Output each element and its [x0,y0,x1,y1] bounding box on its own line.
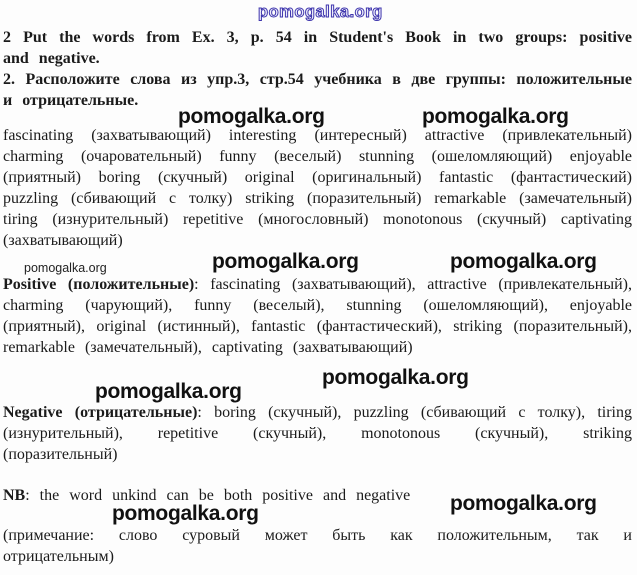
watermark-row1-right: pomogalka.org [422,105,569,128]
watermark-bottom-left: pomogalka.org [112,502,259,525]
positive-group-items: : fascinating (захватывающий), attractive (привлекательный), charming (чарующий), funny (веселый), stunning (ошеломляющий), enjoyable (приятный), original (истинный), fantastic (фантастический), striking (поразительный), remarkable (замечательный), captivating (захватывающий) [3,276,633,356]
watermark-row2-right: pomogalka.org [450,250,597,273]
watermark-bottom-right: pomogalka.org [450,492,597,515]
negative-group-paragraph [3,402,632,465]
watermark-row1-left: pomogalka.org [178,105,325,128]
negative-group-items: : boring (скучный), puzzling (сбивающий с толку), tiring (изнурительный), repetitive (скучный), monotonous (скучный), striking (поразительный) [3,404,632,463]
note-ru-paragraph: (примечание: слово суровый может быть как положительным, так и отрицательным) [3,527,632,565]
watermark-row2-center: pomogalka.org [212,250,359,273]
watermark-top-outline: pomogalka.org [258,3,383,21]
negative-group-label: Negative (отрицательные) [3,404,198,421]
watermark-row3-lower-left: pomogalka.org [95,380,242,403]
nb-line [3,485,632,506]
positive-group-paragraph [3,274,632,358]
nb-label: NB [3,487,26,504]
task-title-ru: 2. Расположите слова из упр.3, стр.54 учебника в две группы: положительные и отрицательные. [3,71,632,109]
watermark-row2-small-left: pomogalka.org [24,261,107,275]
watermark-row3-upper: pomogalka.org [322,366,469,389]
word-list-paragraph: fascinating (захватывающий) interesting (интересный) attractive (привлекательный) charming (очаровательный) funny (веселый) stunning (ошеломляющий) enjoyable (приятный) boring (скучный) original (оригинальный) fantastic (фантастический) puzzling (сбивающий с толку) striking (поразительный) remarkable (замечательный) tiring (изнурительный) repetitive (многословный) monotonous (скучный) captivating (захватывающий) [3,127,632,249]
task-title-en: 2 Put the words from Ex. 3, p. 54 in Student's Book in two groups: positive and negative. [3,29,632,67]
positive-group-label: Positive (положительные) [3,276,195,293]
nb-text: : the word unkind can be both positive and negative [25,487,411,504]
